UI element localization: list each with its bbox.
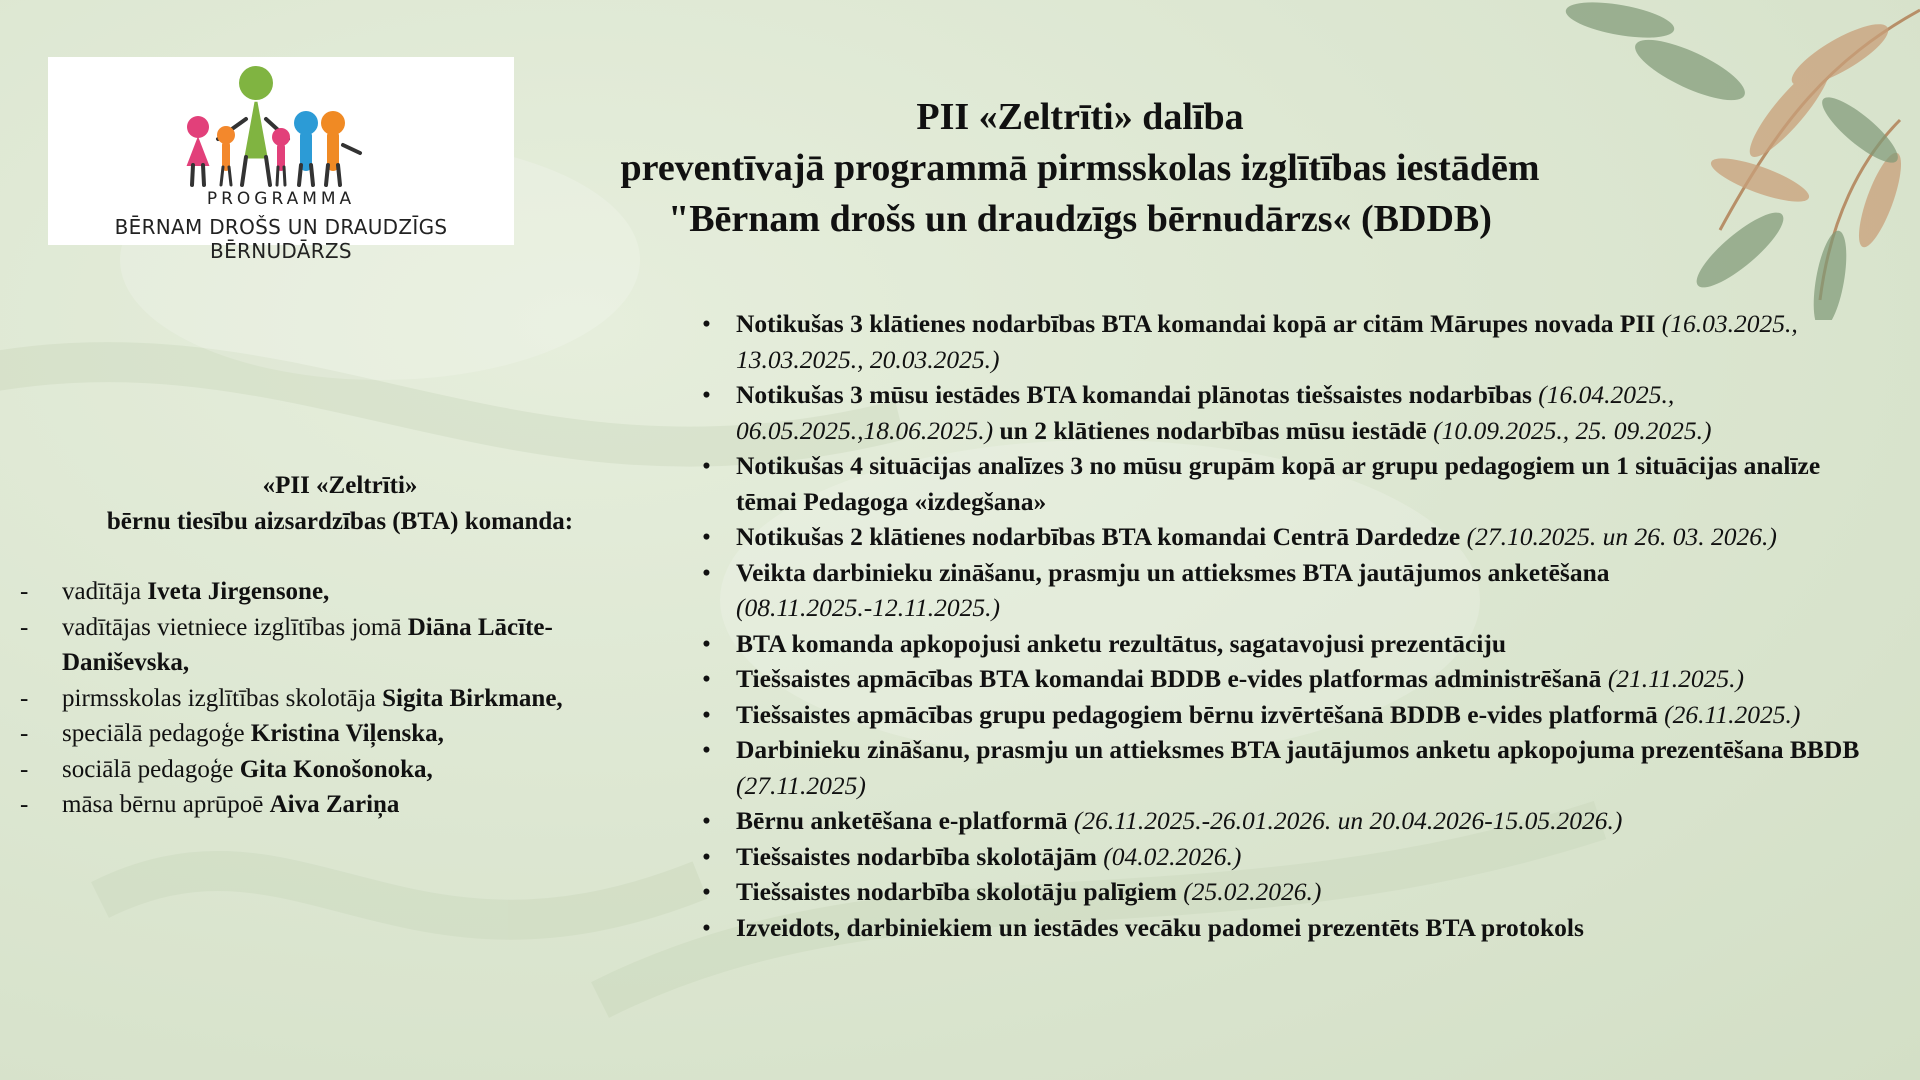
bullet-marker: • bbox=[702, 309, 711, 338]
bullet-marker: • bbox=[702, 877, 711, 906]
activity-item bbox=[700, 910, 1870, 946]
activity-date: (27.10.2025. un 26. 03. 2026.) bbox=[1466, 522, 1777, 551]
activity-text: Notikušas 4 situācijas analīzes 3 no mūsu grupām kopā ar grupu pedagogiem un 1 situācijas analīze tēmai Pedagoga «izdegšana» bbox=[736, 451, 1821, 516]
bullet-marker: • bbox=[702, 451, 711, 480]
bullet-marker: • bbox=[702, 557, 711, 587]
activity-date: (21.11.2025.) bbox=[1607, 664, 1745, 693]
activity-date: (04.02.2026.) bbox=[1103, 841, 1242, 871]
activity-text: Bērnu anketēšana e-platformā bbox=[736, 806, 1074, 835]
activity-item bbox=[700, 306, 1870, 377]
activity-date: (16.04.2025., 06.05.2025.,18.06.2025.) bbox=[736, 380, 1675, 445]
activity-item bbox=[700, 839, 1870, 875]
member-name: Gita Konošonoka, bbox=[239, 755, 433, 783]
bullet-marker: • bbox=[702, 699, 711, 729]
family-figures-icon bbox=[48, 57, 514, 192]
dash-marker: - bbox=[20, 613, 29, 641]
title-line3: "Bērnam drošs un draudzīgs bērnudārzs« (BDDB) bbox=[668, 198, 1492, 240]
activity-date: (27.11.2025) bbox=[736, 770, 866, 800]
member-role: sociālā pedagoģe bbox=[62, 755, 240, 783]
title-line1: PII «Zeltrīti» dalība bbox=[916, 96, 1244, 138]
activity-item bbox=[700, 555, 1870, 626]
bullet-marker: • bbox=[702, 628, 711, 658]
activity-text: Darbinieku zināšanu, prasmju un attieksmes BTA jautājumos anketu apkopojuma prezentēšana BBDB bbox=[736, 735, 1860, 764]
team-member bbox=[20, 787, 670, 823]
activity-text: Notikušas 3 klātienes nodarbības BTA komandai kopā ar citām Mārupes novada PII bbox=[736, 309, 1662, 338]
member-role: pirmsskolas izglītības skolotāja bbox=[62, 684, 383, 712]
activity-item bbox=[700, 732, 1870, 803]
bullet-marker: • bbox=[702, 806, 711, 835]
activities-list bbox=[700, 306, 1870, 945]
activity-item bbox=[700, 519, 1870, 555]
page-title bbox=[500, 92, 1660, 245]
activity-item bbox=[700, 448, 1870, 519]
dash-marker: - bbox=[20, 720, 29, 747]
member-role: vadītājas vietniece izglītības jomā bbox=[62, 613, 408, 641]
activity-item bbox=[700, 697, 1870, 733]
dash-marker: - bbox=[20, 791, 29, 818]
team-member bbox=[20, 610, 670, 681]
member-role: speciālā pedagoģe bbox=[62, 720, 251, 747]
activity-text: Tiešsaistes apmācības BTA komandai BDDB e-vides platformas administrēšanā bbox=[736, 664, 1608, 693]
member-name: Aiva Zariņa bbox=[269, 791, 400, 818]
bullet-marker: • bbox=[702, 380, 711, 409]
dash-marker: - bbox=[20, 578, 29, 605]
figure-head bbox=[239, 66, 273, 100]
bullet-marker: • bbox=[702, 522, 711, 551]
activity-date: (08.11.2025.-12.11.2025.) bbox=[736, 593, 1000, 622]
team-section bbox=[20, 468, 670, 823]
dash-marker: - bbox=[20, 755, 29, 783]
activity-text: Notikušas 2 klātienes nodarbības BTA komandai Centrā Dardedze bbox=[736, 522, 1467, 551]
member-name: Diāna Lācīte-Daniševska, bbox=[62, 613, 553, 676]
member-role: vadītāja bbox=[62, 578, 148, 605]
activity-text-cont: un 2 klātienes nodarbības mūsu iestādē bbox=[999, 415, 1434, 445]
member-name: Iveta Jirgensone, bbox=[147, 578, 330, 605]
title-line2: preventīvajā programmā pirmsskolas izglītības iestādēm bbox=[620, 147, 1540, 189]
activity-item bbox=[700, 874, 1870, 910]
activity-item bbox=[700, 626, 1870, 662]
team-member bbox=[20, 681, 670, 717]
member-role: māsa bērnu aprūpoē bbox=[62, 791, 270, 818]
team-member bbox=[20, 752, 670, 788]
activity-date-2: (10.09.2025., 25. 09.2025.) bbox=[1433, 415, 1712, 445]
activity-item bbox=[700, 377, 1870, 448]
dash-marker: - bbox=[20, 684, 29, 712]
activity-text: Veikta darbinieku zināšanu, prasmju un attieksmes BTA jautājumos anketēšana bbox=[736, 557, 1610, 587]
team-member bbox=[20, 716, 670, 752]
activity-text: BTA komanda apkopojusi anketu rezultātus, sagatavojusi prezentāciju bbox=[736, 628, 1507, 658]
activity-text: Notikušas 3 mūsu iestādes BTA komandai plānotas tiešsaistes nodarbības bbox=[736, 380, 1539, 409]
logo-line2: BĒRNAM DROŠS UN DRAUDZĪGS BĒRNUDĀRZS bbox=[114, 215, 448, 263]
team-heading-2: bērnu tiesību aizsardzības (BTA) komanda: bbox=[106, 507, 574, 535]
activity-text: Tiešsaistes nodarbība skolotāju palīgiem bbox=[736, 877, 1184, 906]
activity-text: Tiešsaistes nodarbība skolotājām bbox=[736, 841, 1104, 871]
activity-date: (26.11.2025.-26.01.2026. un 20.04.2026-15.05.2026.) bbox=[1073, 806, 1623, 835]
bullet-marker: • bbox=[702, 664, 711, 693]
activity-date: (26.11.2025.) bbox=[1664, 699, 1801, 729]
bullet-marker: • bbox=[702, 841, 711, 871]
activity-text: Izveidots, darbiniekiem un iestādes vecāku padomei prezentēts BTA protokols bbox=[736, 912, 1584, 942]
activity-date: (25.02.2026.) bbox=[1183, 877, 1322, 906]
program-logo bbox=[48, 57, 514, 263]
bullet-marker: • bbox=[702, 912, 711, 942]
team-member-list bbox=[20, 574, 670, 823]
activity-text: Tiešsaistes apmācības grupu pedagogiem bērnu izvērtēšanā BDDB e-vides platformā bbox=[736, 699, 1665, 729]
logo-line1: PROGRAMMA bbox=[206, 189, 356, 209]
activity-date: (16.03.2025., 13.03.2025., 20.03.2025.) bbox=[736, 309, 1798, 374]
member-name: Sigita Birkmane, bbox=[382, 684, 563, 712]
team-member bbox=[20, 574, 670, 610]
member-name: Kristina Viļenska, bbox=[250, 720, 444, 747]
activity-item bbox=[700, 803, 1870, 839]
activity-item bbox=[700, 661, 1870, 697]
team-heading-1: «PII «Zeltrīti» bbox=[262, 472, 418, 499]
bullet-marker: • bbox=[702, 735, 711, 764]
